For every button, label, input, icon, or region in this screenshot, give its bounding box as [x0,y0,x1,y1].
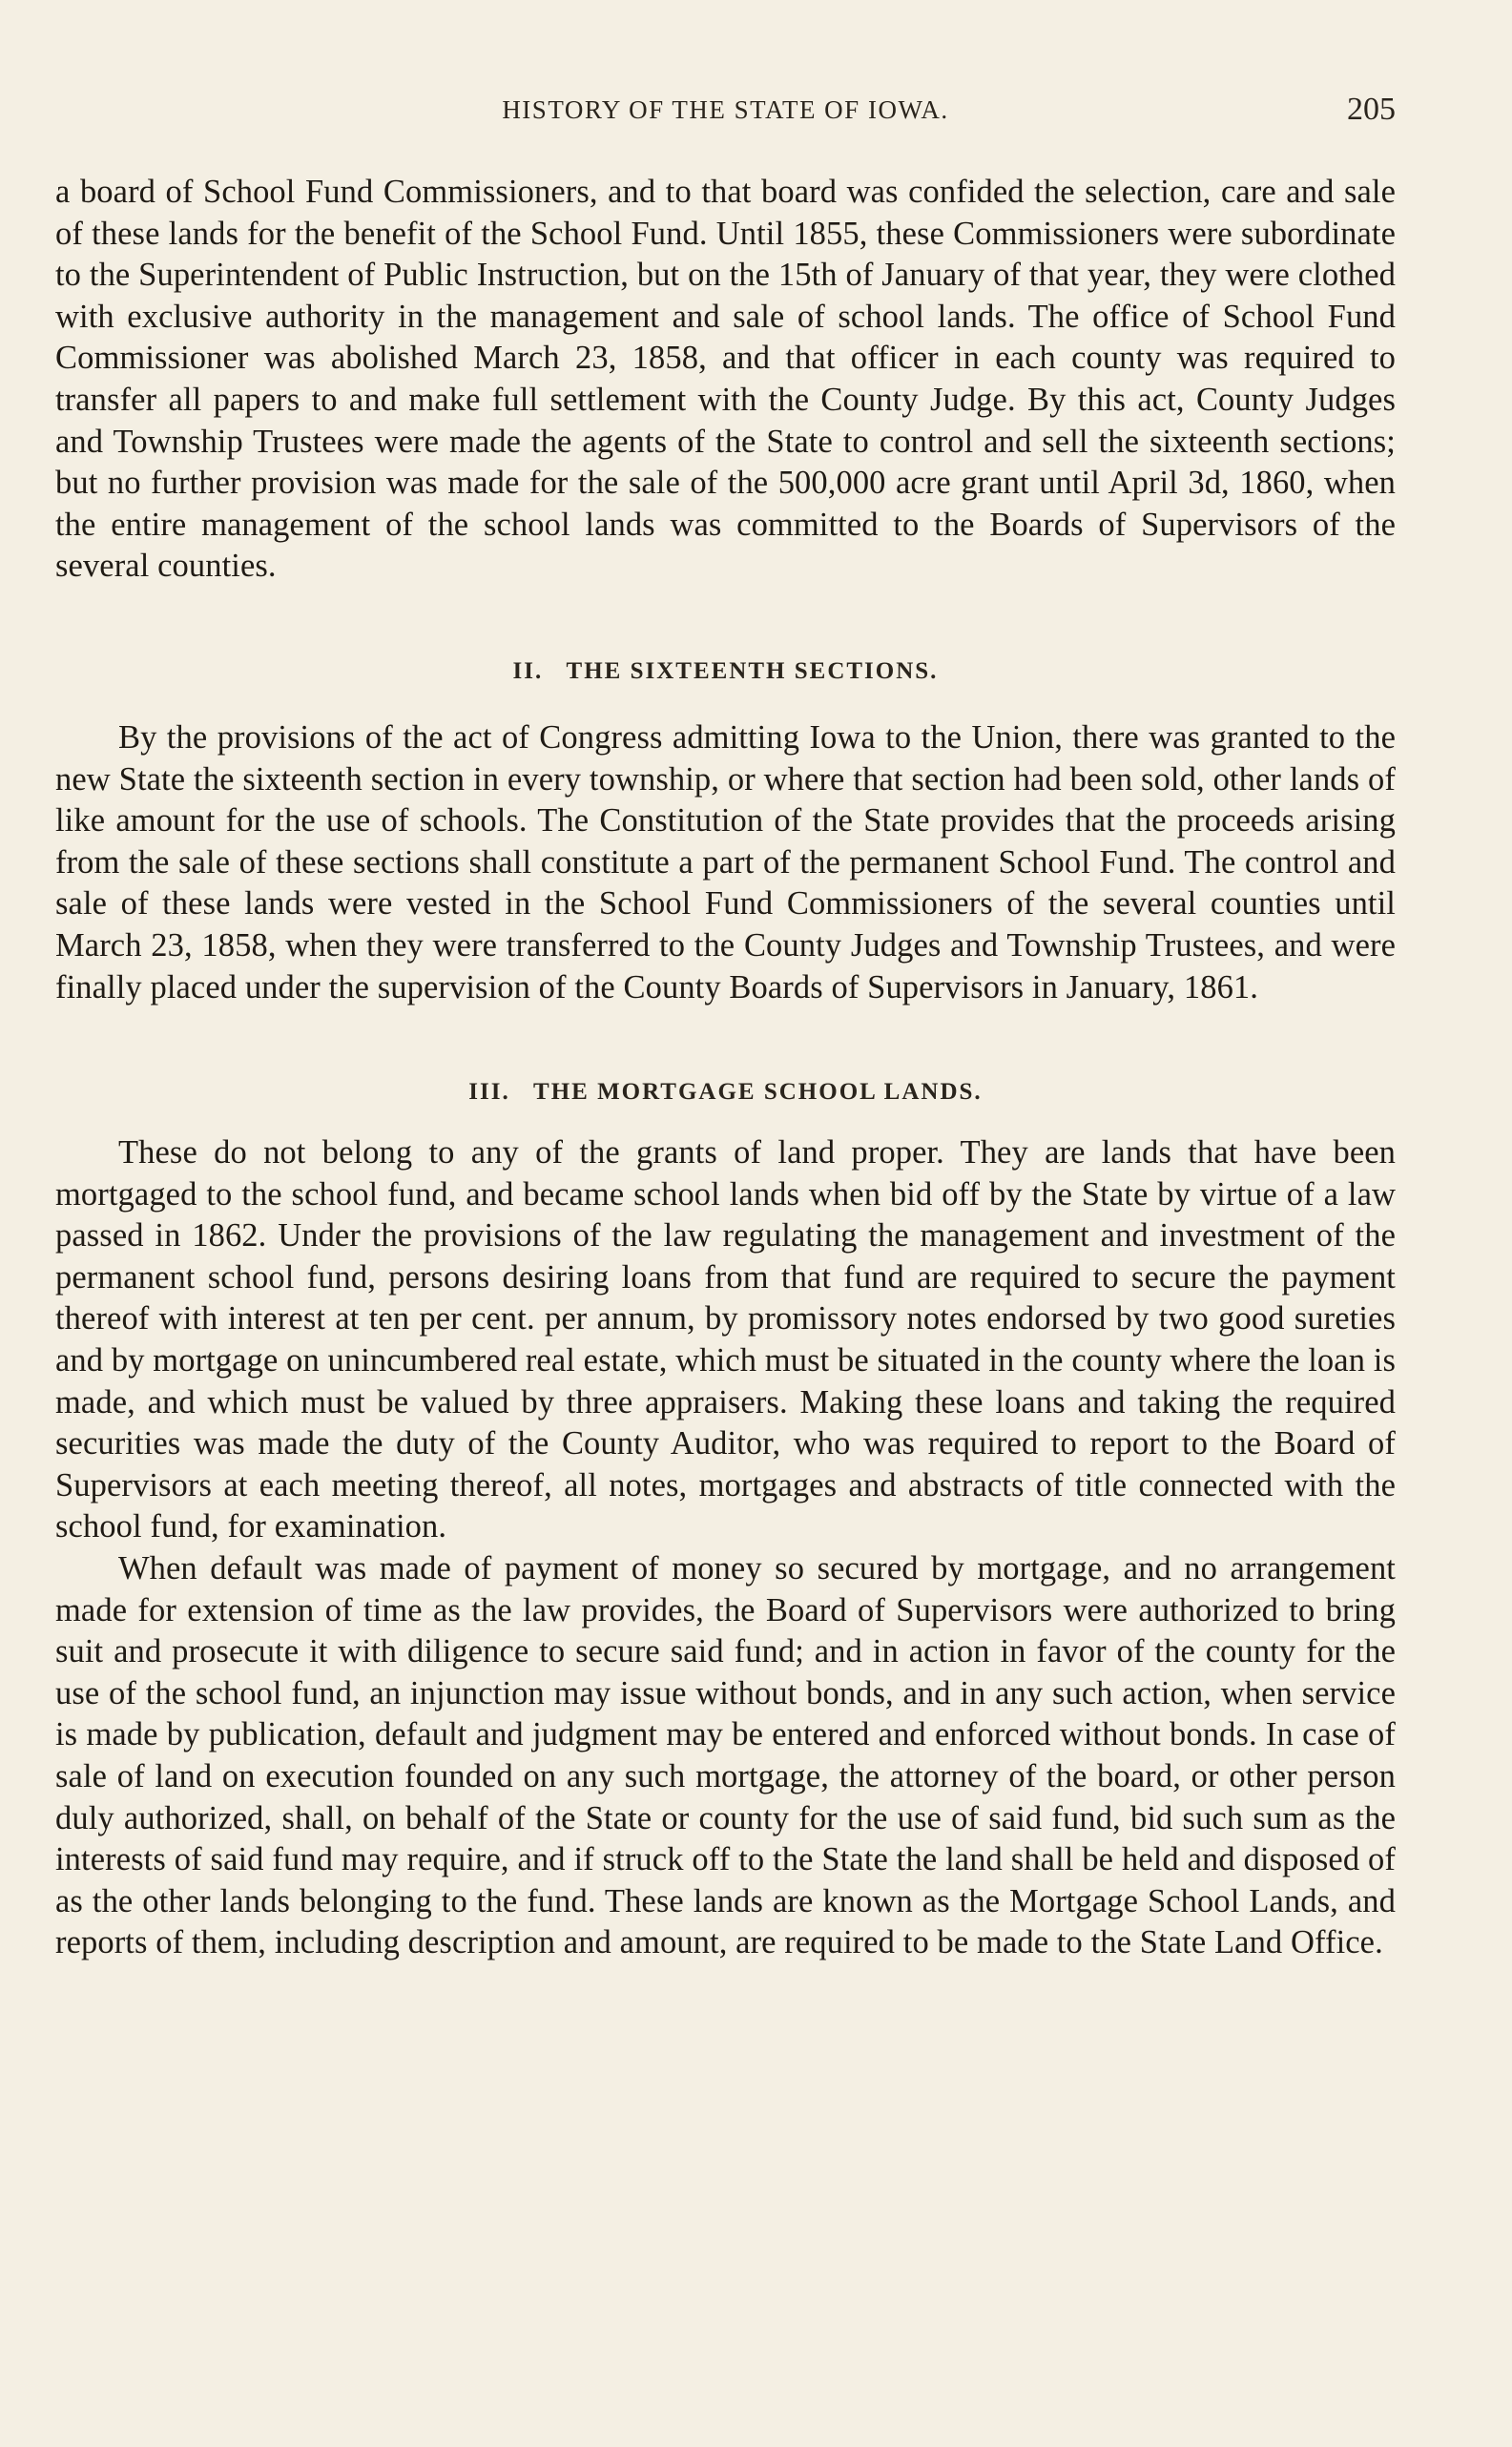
paragraph-mortgage-lands-2: When default was made of payment of money so secured by mortgage, and no arrangement made for extension of time as the law provides, the Board of Supervisors were authorized to bring suit and prosecute it with diligence to secure said fund; and in action in favor of the county for the use of the school fund, an injunction may issue without bonds, and in any such action, when service is made by publication, default and judgment may be entered and enforced without bonds. In case of sale of land on execution founded on any such mortgage, the attorney of the board, or other person duly authorized, shall, on behalf of the State or county for the use of said fund, bid such sum as the interests of said fund may require, and if struck off to the State the land shall be held and disposed of as the other lands belonging to the fund. These lands are known as the Mortgage School Lands, and reports of them, including description and amount, are required to be made to the State Land Office. [55,1550,1396,1961]
body-text [55,172,1396,1964]
paragraph-mortgage-lands-1: These do not belong to any of the grants of land proper. They are lands that have been mortgaged to the school fund, and became school lands when bid off by the State by virtue of a law passed in 1862. Under the provisions of the law regulating the management and investment of the permanent school fund, persons desiring loans from that fund are required to secure the payment thereof with interest at ten per cent. per annum, by promissory notes endorsed by two good sureties and by mortgage on unincumbered real estate, which must be situated in the county where the loan is made, and which must be valued by three appraisers. Making these loans and taking the required securities was made the duty of the County Auditor, who was required to report to the Board of Supervisors at each meeting thereof, all notes, mortgages and abstracts of title connected with the school fund, for examination. [55,1134,1396,1545]
paragraph-sixteenth-sections: By the provisions of the act of Congress admitting Iowa to the Union, there was granted to the new State the sixteenth section in every township, or where that section had been sold, other lands of like amount for the use of schools. The Constitution of the State provides that the proceeds arising from the sale of these sections shall constitute a part of the permanent School Fund. The control and sale of these lands were vested in the School Fund Commissioners of the several counties until March 23, 1858, when they were transferred to the County Judges and Township Trustees, and were finally placed under the supervision of the County Boards of Supervisors in January, 1861. [55,718,1396,1006]
running-title: HISTORY OF THE STATE OF IOWA. [502,95,949,124]
paragraph-continuation: a board of School Fund Commissioners, and to that board was confided the selection, care and sale of these lands for the benefit of the School Fund. Until 1855, these Commissioners were subordinate to the Superintendent of Public Instruction, but on the 15th of January of that year, they were clothed with exclusive authority in the management and sale of school lands. The office of School Fund Commissioner was abolished March 23, 1858, and that officer in each county was required to transfer all papers to and make full settlement with the County Judge. By this act, County Judges and Township Trustees were made the agents of the State to control and sell the sixteenth sections; but no further provision was made for the sale of the 500,000 acre grant until April 3d, 1860, when the entire management of the school lands was committed to the Boards of Supervisors of the several counties. [55,174,1396,585]
page-number: 205 [1347,92,1396,127]
running-head [55,92,1396,134]
section-heading-sixteenth-sections: II. THE SIXTEENTH SECTIONS. [512,657,939,684]
section-heading-mortgage-school-lands: III. THE MORTGAGE SCHOOL LANDS. [468,1079,983,1106]
